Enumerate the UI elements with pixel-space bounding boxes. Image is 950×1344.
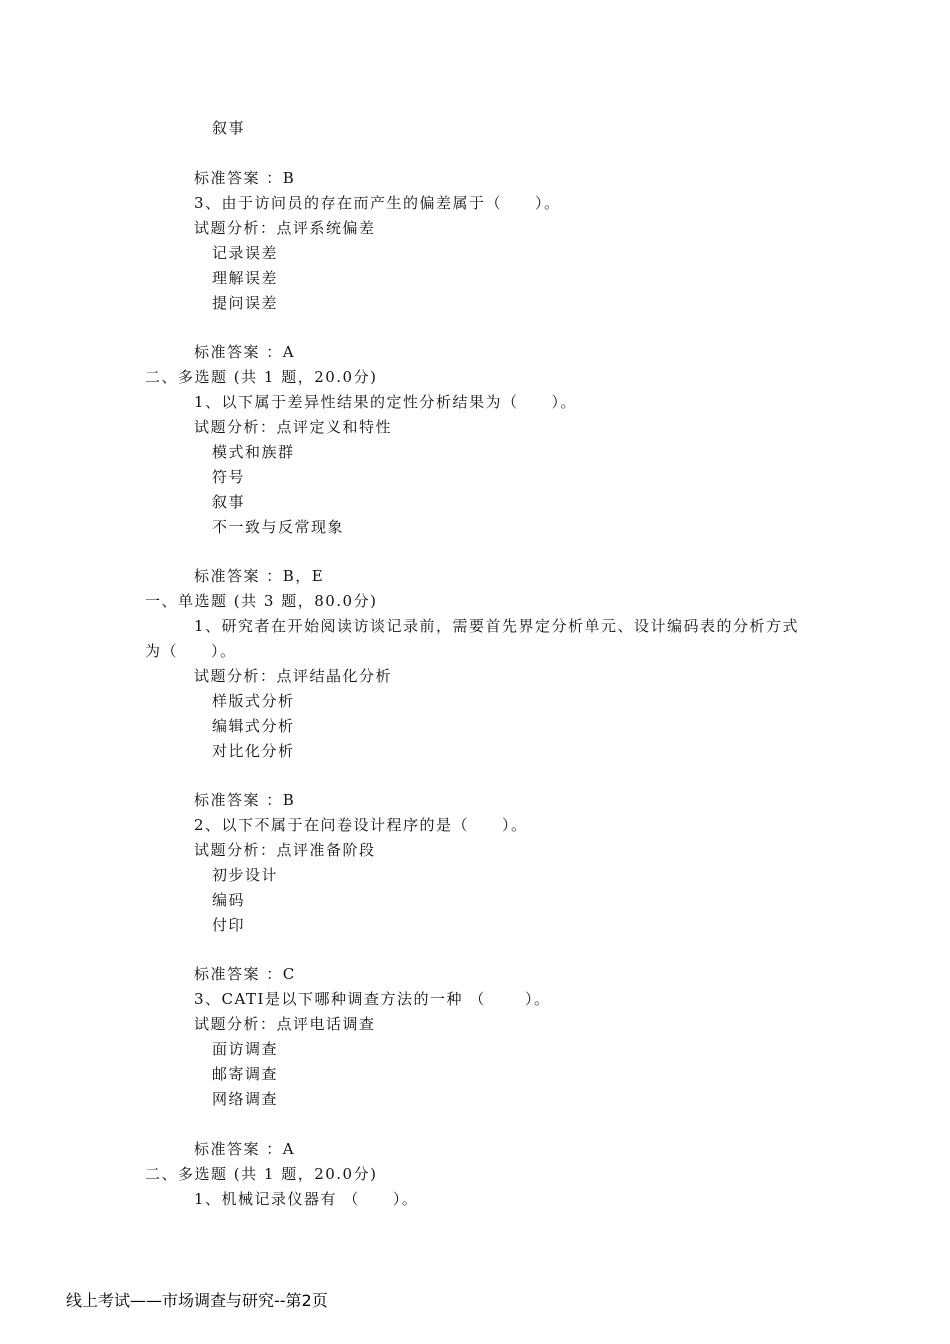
question-text: 1、以下属于差异性结果的定性分析结果为（ ）。 [194,393,578,411]
standard-answer: 标准答案 ：A [194,343,296,361]
option-item: 记录误差 [212,244,279,262]
option-item: 编辑式分析 [212,717,295,735]
question-text-continued: 为（ ）。 [145,642,237,660]
option-item: 样版式分析 [212,692,295,710]
question-analysis: 试题分析：点评定义和特性 [194,418,393,436]
section-heading: 一、单选题 (共 3 题，80.0分) [145,592,378,610]
option-item: 面访调查 [212,1040,279,1058]
standard-answer: 标准答案 ：B [194,791,296,809]
standard-answer: 标准答案 ：B [194,169,296,187]
option-item: 模式和族群 [212,443,295,461]
standard-answer: 标准答案 ：C [194,965,296,983]
option-item: 对比化分析 [212,742,295,760]
question-analysis: 试题分析：点评结晶化分析 [194,667,393,685]
section-heading: 二、多选题 (共 1 题，20.0分) [145,1165,378,1183]
option-item: 提问误差 [212,294,279,312]
option-item: 初步设计 [212,866,279,884]
page-footer: 线上考试——市场调查与研究--第2页 [66,1291,328,1310]
option-item: 叙事 [212,493,246,511]
option-item: 理解误差 [212,269,279,287]
option-item: 符号 [212,468,246,486]
option-item: 付印 [212,916,246,934]
option-item: 不一致与反常现象 [212,518,345,536]
standard-answer: 标准答案 ：B，E [194,567,325,585]
question-text: 1、研究者在开始阅读访谈记录前，需要首先界定分析单元、设计编码表的分析方式 [194,617,800,635]
question-text: 3、由于访问员的存在而产生的偏差属于（ ）。 [194,194,561,212]
section-heading: 二、多选题 (共 1 题，20.0分) [145,368,378,386]
standard-answer: 标准答案 ：A [194,1140,296,1158]
question-analysis: 试题分析：点评系统偏差 [194,219,376,237]
question-analysis: 试题分析：点评电话调查 [194,1015,376,1033]
option-item: 叙事 [212,119,246,137]
question-text: 3、CATI是以下哪种调查方法的一种 （ ）。 [194,990,551,1008]
question-text: 2、以下不属于在问卷设计程序的是（ ）。 [194,816,528,834]
option-item: 网络调查 [212,1090,279,1108]
option-item: 编码 [212,891,246,909]
question-analysis: 试题分析：点评准备阶段 [194,841,376,859]
question-text: 1、机械记录仪器有 （ ）。 [194,1190,419,1208]
option-item: 邮寄调查 [212,1065,279,1083]
